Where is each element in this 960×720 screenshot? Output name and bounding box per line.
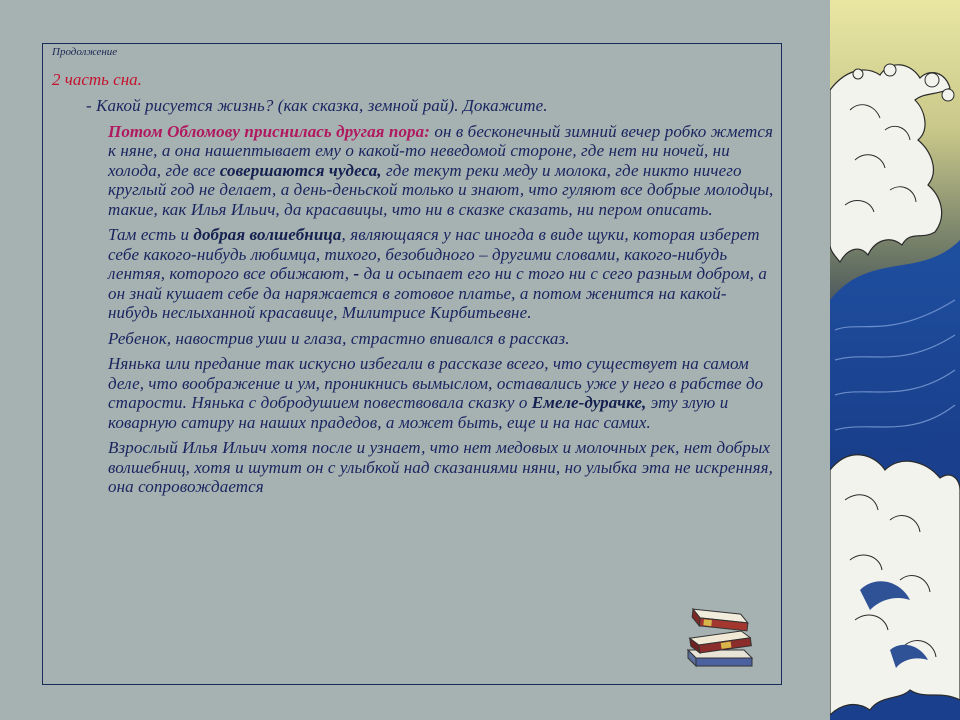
p4-part2: эту злую и коварную сатиру на наших прадедов, а может быть, еще и на нас самих. <box>108 393 729 432</box>
p2-part1: Там есть и <box>108 225 194 244</box>
books-icon <box>680 598 762 670</box>
continuation-label: Продолжение <box>52 46 118 58</box>
p4-emph: Емеле-дурачке, <box>531 393 647 412</box>
question-line: - Какой рисуется жизнь? (как сказка, земной рай). Докажите. <box>86 96 548 115</box>
p1-part1: он в бесконечный зимний вечер робко жмется к няне, а она нашептывает ему о какой-то неведомой стороне, где нет ни ночей, ни холода, где все <box>108 121 774 180</box>
main-text <box>86 96 776 503</box>
p1-emph: совершаются чудеса, <box>219 160 382 180</box>
p2-part3: да и осыпает его ни с того ни с сего разным добром, а он знай кушает себе да наряжается в готовое платье, а потом женится на какой-нибудь неслыханной красавице, Милитрисе Кирбитьевне. <box>108 264 767 322</box>
p2-emph1: добрая волшебница <box>193 225 342 244</box>
p2-emph2: - <box>353 264 360 283</box>
p1-part2: где текут реки меду и молока, где никто ничего круглый год не делает, а день-деньской только и знают, что гуляют все добрые молодцы, такие, как Илья Ильич, да красавицы, что ни в сказке сказать, ни пером описать. <box>108 160 774 219</box>
wave-decoration <box>830 0 960 720</box>
paragraph-4 <box>86 354 776 432</box>
highlight-phrase: Потом Обломову приснилась другая пора: <box>108 121 431 141</box>
paragraph-1 <box>86 122 776 220</box>
paragraph-3: Ребенок, навострив уши и глаза, страстно впивался в рассказ. <box>108 328 570 348</box>
p4-part1: Нянька или предание так искусно избегали в рассказе всего, что существует на самом деле, что воображение и ум, проникнись вымыслом, оставались уже у него в рабстве до старости. Нянька с добродушием повествовала сказку о <box>108 354 764 412</box>
p2-part2: , являющаяся у нас иногда в виде щуки, которая изберет себе какого-нибудь любимца, тихого, безобидного – другими словами, какого-нибудь лентяя, которого все обижают, <box>108 225 760 283</box>
section-title: 2 часть сна. <box>52 70 142 89</box>
paragraph-2 <box>86 225 776 323</box>
paragraph-5: Взрослый Илья Ильич хотя после и узнает, что нет медовых и молочных рек, нет добрых волшебниц, хотя и шутит он с улыбкой над сказаниями няни, но улыбка эта не искренняя, она сопровождается <box>108 438 773 496</box>
